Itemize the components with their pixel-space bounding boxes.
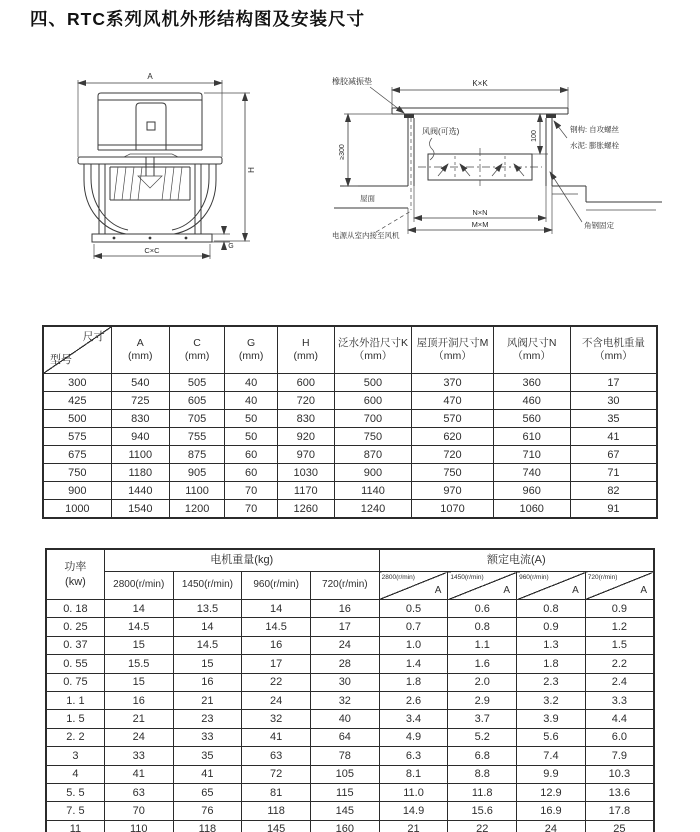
table-cell: 1240	[334, 500, 412, 519]
table-cell: 17	[570, 374, 657, 392]
page-title: 四、RTC系列风机外形结构图及安装尺寸	[30, 9, 365, 29]
table-row	[43, 464, 657, 482]
table-cell: 3	[46, 747, 104, 765]
table-cell: 23	[173, 710, 242, 728]
table-cell: 1. 1	[46, 691, 104, 709]
table-cell: 2. 2	[46, 728, 104, 746]
table-cell: 2.4	[585, 673, 654, 691]
table-cell: 70	[104, 802, 173, 820]
table-cell: 41	[104, 765, 173, 783]
table-cell: 5. 5	[46, 783, 104, 801]
motor-table-body	[46, 600, 654, 832]
table-cell: 11.8	[448, 783, 517, 801]
header-col-m: 屋顶开洞尺寸M （mm）	[412, 326, 493, 374]
table-cell: 28	[310, 655, 379, 673]
table-cell: 110	[104, 820, 173, 832]
table-cell: 1540	[111, 500, 169, 519]
table-cell: 560	[493, 410, 570, 428]
table-cell: 14.9	[379, 802, 448, 820]
table-cell: 14	[173, 618, 242, 636]
table-row	[43, 500, 657, 519]
table-cell: 720	[412, 446, 493, 464]
table-cell: 830	[111, 410, 169, 428]
table-cell: 920	[278, 428, 334, 446]
table-cell: 740	[493, 464, 570, 482]
table-cell: 33	[173, 728, 242, 746]
table-cell: 1100	[169, 482, 224, 500]
table-cell: 145	[310, 802, 379, 820]
table-cell: 1.4	[379, 655, 448, 673]
table-cell: 1030	[278, 464, 334, 482]
table-cell: 0.7	[379, 618, 448, 636]
table-cell: 12.9	[517, 783, 586, 801]
table-cell: 370	[412, 374, 493, 392]
table-cell: 14.5	[242, 618, 311, 636]
table-cell: 14.5	[104, 618, 173, 636]
table-cell: 35	[570, 410, 657, 428]
header-current-960: 960(r/min) A	[517, 572, 586, 600]
table-cell: 1.5	[585, 636, 654, 654]
table-row	[46, 802, 654, 820]
table-cell: 14	[242, 600, 311, 618]
table-cell: 830	[278, 410, 334, 428]
table-cell: 32	[310, 691, 379, 709]
damper-label: 风阀(可选)	[422, 127, 460, 136]
table-cell: 1100	[111, 446, 169, 464]
table-cell: 11.0	[379, 783, 448, 801]
table-row	[46, 820, 654, 832]
table-cell: 24	[517, 820, 586, 832]
table-cell: 145	[242, 820, 311, 832]
table-cell: 1.8	[379, 673, 448, 691]
table-cell: 6.3	[379, 747, 448, 765]
table-cell: 118	[242, 802, 311, 820]
table-cell: 16	[242, 636, 311, 654]
table-cell: 24	[242, 691, 311, 709]
table-cell: 1000	[43, 500, 111, 519]
table-cell: 2.0	[448, 673, 517, 691]
table-cell: 0.9	[517, 618, 586, 636]
table-cell: 700	[334, 410, 412, 428]
motor-table	[45, 548, 655, 832]
table-cell: 14	[104, 600, 173, 618]
table-cell: 41	[173, 765, 242, 783]
table-cell: 900	[43, 482, 111, 500]
table-cell: 1140	[334, 482, 412, 500]
table-cell: 41	[242, 728, 311, 746]
dim-g-label: G	[228, 243, 234, 250]
table-cell: 300	[43, 374, 111, 392]
table-cell: 0.9	[585, 600, 654, 618]
table-cell: 40	[225, 374, 278, 392]
angle-steel-label: 角钢固定	[584, 221, 614, 230]
table-cell: 17.8	[585, 802, 654, 820]
table-cell: 725	[111, 392, 169, 410]
table-cell: 64	[310, 728, 379, 746]
table-cell: 0.5	[379, 600, 448, 618]
power-leadin-label: 电源从室内接至风机	[332, 231, 400, 240]
header-weight-960: 960(r/min)	[242, 572, 311, 600]
table-cell: 460	[493, 392, 570, 410]
table-cell: 970	[412, 482, 493, 500]
table-cell: 720	[278, 392, 334, 410]
table-cell: 21	[379, 820, 448, 832]
header-col-g: G (mm)	[225, 326, 278, 374]
table-cell: 1260	[278, 500, 334, 519]
table-cell: 500	[43, 410, 111, 428]
header-size-label: 尺寸	[82, 331, 105, 343]
table-cell: 905	[169, 464, 224, 482]
table-cell: 15.5	[104, 655, 173, 673]
table-row	[46, 673, 654, 691]
table-cell: 750	[334, 428, 412, 446]
table-cell: 0. 18	[46, 600, 104, 618]
table-cell: 6.0	[585, 728, 654, 746]
table-row	[46, 600, 654, 618]
table-cell: 118	[173, 820, 242, 832]
table-cell: 24	[104, 728, 173, 746]
table-cell: 575	[43, 428, 111, 446]
table-cell: 16	[173, 673, 242, 691]
table-cell: 705	[169, 410, 224, 428]
header-col-h: H (mm)	[278, 326, 334, 374]
table-cell: 2.6	[379, 691, 448, 709]
dim-h-label: H	[247, 167, 256, 173]
dim-cc-label: C×C	[144, 246, 160, 255]
table-cell: 7.4	[517, 747, 586, 765]
table-cell: 6.8	[448, 747, 517, 765]
dimension-table-body	[43, 374, 657, 519]
table-cell: 24	[310, 636, 379, 654]
dim-mm-label: M×M	[471, 220, 489, 229]
table-cell: 870	[334, 446, 412, 464]
table-cell: 67	[570, 446, 657, 464]
table-cell: 32	[242, 710, 311, 728]
table-cell: 1180	[111, 464, 169, 482]
table-cell: 17	[310, 618, 379, 636]
table-cell: 70	[225, 482, 278, 500]
table-cell: 3.7	[448, 710, 517, 728]
table-cell: 675	[43, 446, 111, 464]
table-cell: 22	[242, 673, 311, 691]
table-row	[46, 636, 654, 654]
table-row	[46, 710, 654, 728]
table-cell: 0. 55	[46, 655, 104, 673]
table-cell: 40	[225, 392, 278, 410]
table-cell: 7. 5	[46, 802, 104, 820]
table-cell: 1.1	[448, 636, 517, 654]
table-row	[46, 618, 654, 636]
table-row	[43, 482, 657, 500]
table-cell: 81	[242, 783, 311, 801]
table-cell: 15	[173, 655, 242, 673]
table-cell: 755	[169, 428, 224, 446]
table-cell: 30	[570, 392, 657, 410]
table-cell: 900	[334, 464, 412, 482]
table-cell: 1170	[278, 482, 334, 500]
header-weight-720: 720(r/min)	[310, 572, 379, 600]
table-cell: 71	[570, 464, 657, 482]
table-cell: 4.9	[379, 728, 448, 746]
table-cell: 1440	[111, 482, 169, 500]
table-cell: 11	[46, 820, 104, 832]
table-row	[43, 392, 657, 410]
dim-100-label: 100	[531, 130, 538, 142]
table-cell: 600	[334, 392, 412, 410]
table-cell: 40	[310, 710, 379, 728]
table-cell: 82	[570, 482, 657, 500]
header-current-1450: 1450(r/min) A	[448, 572, 517, 600]
dim-a-label: A	[147, 72, 153, 81]
table-row	[46, 765, 654, 783]
table-row	[43, 374, 657, 392]
table-cell: 60	[225, 464, 278, 482]
table-cell: 605	[169, 392, 224, 410]
header-current-2800: 2800(r/min) A	[379, 572, 448, 600]
table-cell: 13.6	[585, 783, 654, 801]
table-row	[43, 428, 657, 446]
table-cell: 72	[242, 765, 311, 783]
table-cell: 610	[493, 428, 570, 446]
table-cell: 425	[43, 392, 111, 410]
table-cell: 78	[310, 747, 379, 765]
table-cell: 70	[225, 500, 278, 519]
table-cell: 600	[278, 374, 334, 392]
table-cell: 50	[225, 428, 278, 446]
table-cell: 76	[173, 802, 242, 820]
table-cell: 750	[43, 464, 111, 482]
table-cell: 21	[104, 710, 173, 728]
table-row	[46, 747, 654, 765]
header-col-a: A (mm)	[111, 326, 169, 374]
table-row	[46, 783, 654, 801]
table-cell: 16	[104, 691, 173, 709]
table-cell: 115	[310, 783, 379, 801]
header-col-c: C (mm)	[169, 326, 224, 374]
table-cell: 1.6	[448, 655, 517, 673]
table-cell: 875	[169, 446, 224, 464]
table-cell: 33	[104, 747, 173, 765]
dim-kk-label: K×K	[472, 79, 488, 88]
cement-fixing-label: 水泥: 膨胀螺栓	[570, 141, 620, 150]
table-cell: 940	[111, 428, 169, 446]
table-row	[43, 446, 657, 464]
table-cell: 9.9	[517, 765, 586, 783]
table-cell: 10.3	[585, 765, 654, 783]
table-cell: 3.4	[379, 710, 448, 728]
table-cell: 25	[585, 820, 654, 832]
header-model-size	[43, 326, 111, 374]
table-cell: 3.9	[517, 710, 586, 728]
table-cell: 63	[104, 783, 173, 801]
table-cell: 17	[242, 655, 311, 673]
table-cell: 65	[173, 783, 242, 801]
table-cell: 4	[46, 765, 104, 783]
table-cell: 4.4	[585, 710, 654, 728]
table-cell: 570	[412, 410, 493, 428]
table-cell: 1.8	[517, 655, 586, 673]
table-cell: 0. 37	[46, 636, 104, 654]
table-row	[46, 728, 654, 746]
table-cell: 5.2	[448, 728, 517, 746]
table-cell: 50	[225, 410, 278, 428]
table-cell: 1.2	[585, 618, 654, 636]
table-cell: 2.2	[585, 655, 654, 673]
table-cell: 750	[412, 464, 493, 482]
table-cell: 60	[225, 446, 278, 464]
table-cell: 91	[570, 500, 657, 519]
table-cell: 15	[104, 673, 173, 691]
table-cell: 16	[310, 600, 379, 618]
table-cell: 5.6	[517, 728, 586, 746]
table-cell: 8.8	[448, 765, 517, 783]
header-weight-2800: 2800(r/min)	[104, 572, 173, 600]
header-weight-1450: 1450(r/min)	[173, 572, 242, 600]
header-motor-weight: 电机重量(kg)	[104, 549, 379, 572]
table-cell: 0. 25	[46, 618, 104, 636]
table-cell: 2.9	[448, 691, 517, 709]
table-cell: 14.5	[173, 636, 242, 654]
table-cell: 360	[493, 374, 570, 392]
table-cell: 0.8	[448, 618, 517, 636]
table-cell: 0.6	[448, 600, 517, 618]
rubber-pad-label: 橡胶减振垫	[332, 77, 372, 86]
table-cell: 1200	[169, 500, 224, 519]
fan-front-view-diagram	[58, 60, 338, 275]
installation-section-diagram	[330, 68, 700, 258]
header-col-weight: 不含电机重量 （mm）	[570, 326, 657, 374]
dim-min300-label: ≥300	[339, 144, 346, 160]
table-cell: 470	[412, 392, 493, 410]
header-model-label: 型号	[50, 354, 72, 367]
table-cell: 540	[111, 374, 169, 392]
table-cell: 3.3	[585, 691, 654, 709]
table-cell: 1.0	[379, 636, 448, 654]
steel-fixing-label: 钢构: 自攻螺丝	[570, 125, 620, 134]
table-cell: 22	[448, 820, 517, 832]
table-cell: 15	[104, 636, 173, 654]
roof-label: 屋面	[360, 194, 375, 203]
dimension-table	[42, 325, 658, 519]
table-cell: 3.2	[517, 691, 586, 709]
table-cell: 710	[493, 446, 570, 464]
table-cell: 15.6	[448, 802, 517, 820]
table-cell: 160	[310, 820, 379, 832]
header-power: 功率 (kw)	[46, 549, 104, 600]
table-cell: 13.5	[173, 600, 242, 618]
table-cell: 505	[169, 374, 224, 392]
table-cell: 21	[173, 691, 242, 709]
header-current-720: 720(r/min) A	[585, 572, 654, 600]
table-cell: 7.9	[585, 747, 654, 765]
table-cell: 960	[493, 482, 570, 500]
table-cell: 1.3	[517, 636, 586, 654]
table-cell: 500	[334, 374, 412, 392]
table-cell: 970	[278, 446, 334, 464]
table-cell: 1. 5	[46, 710, 104, 728]
table-cell: 1070	[412, 500, 493, 519]
table-cell: 41	[570, 428, 657, 446]
table-cell: 35	[173, 747, 242, 765]
table-cell: 0.8	[517, 600, 586, 618]
table-row	[46, 655, 654, 673]
table-cell: 8.1	[379, 765, 448, 783]
table-cell: 620	[412, 428, 493, 446]
table-cell: 1060	[493, 500, 570, 519]
table-cell: 30	[310, 673, 379, 691]
table-row	[43, 410, 657, 428]
header-col-n: 风阀尺寸N （mm）	[493, 326, 570, 374]
table-cell: 16.9	[517, 802, 586, 820]
table-cell: 105	[310, 765, 379, 783]
table-cell: 0. 75	[46, 673, 104, 691]
table-row	[46, 691, 654, 709]
header-rated-current: 额定电流(A)	[379, 549, 654, 572]
header-col-k: 泛水外沿尺寸K （mm）	[334, 326, 412, 374]
table-cell: 2.3	[517, 673, 586, 691]
table-cell: 63	[242, 747, 311, 765]
dim-nn-label: N×N	[472, 208, 488, 217]
